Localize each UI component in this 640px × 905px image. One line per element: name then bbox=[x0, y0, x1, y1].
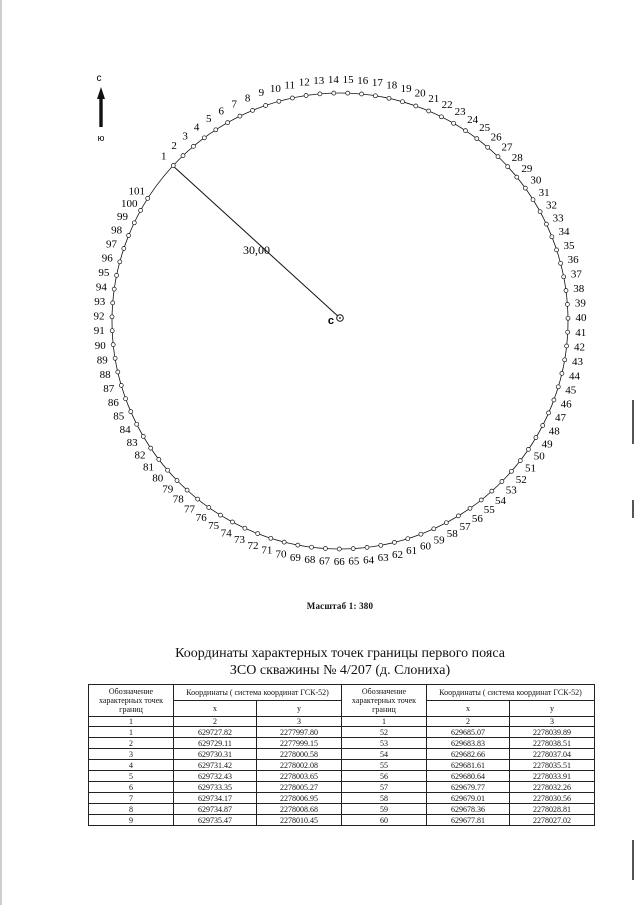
boundary-point-label: 13 bbox=[313, 74, 325, 87]
boundary-point-marker bbox=[207, 506, 211, 510]
boundary-point-marker bbox=[191, 144, 195, 148]
column-index: 1 bbox=[341, 717, 426, 727]
boundary-point-label: 25 bbox=[479, 122, 491, 135]
header-coordinates: Координаты ( система координат ГСК-52) bbox=[427, 685, 595, 701]
boundary-point-marker bbox=[226, 121, 230, 125]
boundary-point-label: 78 bbox=[172, 493, 184, 506]
x-coordinate-cell: 629732.43 bbox=[174, 771, 257, 782]
point-number-cell: 52 bbox=[341, 727, 426, 738]
boundary-point-marker bbox=[360, 92, 364, 96]
boundary-point-marker bbox=[515, 175, 519, 179]
boundary-point-label: 30 bbox=[530, 174, 542, 187]
table-body bbox=[89, 727, 595, 826]
boundary-point-label: 59 bbox=[433, 534, 445, 547]
table-title-line-2: ЗСО скважины № 4/207 (д. Слониха) bbox=[229, 663, 451, 678]
y-coordinate-cell: 2278039.89 bbox=[509, 727, 594, 738]
boundary-point-marker bbox=[518, 459, 522, 463]
x-coordinate-cell: 629734.17 bbox=[174, 793, 257, 804]
boundary-point-marker bbox=[290, 96, 294, 100]
boundary-point-marker bbox=[166, 468, 170, 472]
boundary-point-label: 63 bbox=[377, 552, 389, 565]
boundary-point-label: 20 bbox=[414, 87, 426, 100]
boundary-point-marker bbox=[401, 100, 405, 104]
boundary-point-marker bbox=[181, 154, 185, 158]
boundary-point-marker bbox=[310, 545, 314, 549]
boundary-point-marker bbox=[113, 356, 117, 360]
boundary-point-marker bbox=[552, 398, 556, 402]
y-coordinate-cell: 2278027.02 bbox=[509, 815, 594, 826]
boundary-point-marker bbox=[365, 545, 369, 549]
boundary-point-label: 54 bbox=[495, 494, 506, 507]
boundary-point-marker bbox=[506, 165, 510, 169]
boundary-point-label: 21 bbox=[428, 93, 440, 105]
y-coordinate-cell: 2278005.27 bbox=[256, 782, 341, 793]
boundary-point-marker bbox=[439, 115, 443, 119]
boundary-point-marker bbox=[564, 289, 568, 293]
boundary-point-marker bbox=[456, 514, 460, 518]
boundary-point-marker bbox=[351, 547, 355, 551]
x-coordinate-cell: 629730.31 bbox=[174, 749, 257, 760]
boundary-point-marker bbox=[124, 397, 128, 401]
point-number-cell: 7 bbox=[89, 793, 174, 804]
x-coordinate-cell: 629733.35 bbox=[174, 782, 257, 793]
boundary-point-label: 2 bbox=[171, 140, 177, 153]
column-index: 3 bbox=[509, 717, 594, 727]
x-coordinate-cell: 629734.87 bbox=[174, 804, 257, 815]
north-label: с bbox=[96, 73, 102, 84]
boundary-point-label: 19 bbox=[400, 83, 412, 96]
point-number-cell: 9 bbox=[89, 815, 174, 826]
boundary-point-label: 36 bbox=[567, 254, 579, 266]
y-coordinate-cell: 2278008.68 bbox=[256, 804, 341, 815]
boundary-point-marker bbox=[379, 543, 383, 547]
boundary-point-label: 51 bbox=[525, 462, 536, 475]
boundary-point-label: 27 bbox=[501, 141, 513, 154]
y-coordinate-cell: 2278033.91 bbox=[509, 771, 594, 782]
boundary-point-marker bbox=[427, 109, 431, 113]
boundary-point-label: 68 bbox=[304, 554, 316, 567]
boundary-point-label: 66 bbox=[333, 556, 345, 568]
header-coordinates: Координаты ( система координат ГСК-52) bbox=[174, 685, 342, 701]
x-coordinate-cell: 629678.36 bbox=[427, 804, 510, 815]
boundary-point-label: 92 bbox=[93, 310, 105, 323]
boundary-point-marker bbox=[452, 121, 456, 125]
boundary-point-label: 62 bbox=[392, 549, 403, 561]
boundary-point-label: 10 bbox=[269, 82, 281, 95]
boundary-point-marker bbox=[127, 234, 131, 238]
boundary-point-marker bbox=[218, 513, 222, 517]
boundary-point-label: 8 bbox=[244, 92, 251, 105]
boundary-point-label: 65 bbox=[348, 555, 360, 568]
header-y: y bbox=[509, 701, 594, 717]
boundary-point-label: 42 bbox=[574, 341, 585, 354]
boundary-point-label: 70 bbox=[275, 548, 287, 561]
boundary-point-label: 9 bbox=[258, 87, 265, 100]
boundary-point-marker bbox=[171, 164, 175, 168]
boundary-point-label: 48 bbox=[548, 425, 560, 438]
boundary-point-label: 76 bbox=[195, 512, 207, 525]
boundary-point-label: 69 bbox=[289, 551, 301, 564]
point-number-cell: 57 bbox=[341, 782, 426, 793]
boundary-point-label: 41 bbox=[575, 326, 587, 339]
radius-label: 30,00 bbox=[243, 243, 270, 257]
point-number-cell: 6 bbox=[89, 782, 174, 793]
boundary-point-marker bbox=[559, 261, 563, 265]
boundary-point-label: 100 bbox=[121, 198, 138, 211]
boundary-point-marker bbox=[444, 521, 448, 525]
column-index-row bbox=[89, 717, 595, 727]
x-coordinate-cell: 629681.61 bbox=[427, 760, 510, 771]
boundary-point-label: 96 bbox=[101, 252, 113, 265]
boundary-point-marker bbox=[414, 104, 418, 108]
boundary-point-label: 74 bbox=[220, 527, 232, 540]
point-number-cell: 5 bbox=[89, 771, 174, 782]
boundary-point-marker bbox=[560, 371, 564, 375]
point-number-cell: 60 bbox=[341, 815, 426, 826]
x-coordinate-cell: 629679.01 bbox=[427, 793, 510, 804]
boundary-point-marker bbox=[110, 329, 114, 333]
boundary-point-label: 60 bbox=[420, 540, 431, 553]
boundary-point-marker bbox=[243, 526, 247, 530]
point-number-cell: 1 bbox=[89, 727, 174, 738]
table-row bbox=[89, 727, 595, 738]
boundary-point-label: 24 bbox=[467, 113, 479, 126]
boundary-point-label: 95 bbox=[98, 266, 110, 279]
point-number-cell: 3 bbox=[89, 749, 174, 760]
boundary-point-marker bbox=[406, 537, 410, 541]
table-row bbox=[89, 738, 595, 749]
boundary-point-label: 39 bbox=[574, 297, 586, 310]
boundary-point-marker bbox=[238, 114, 242, 118]
south-label: ю bbox=[97, 133, 105, 143]
boundary-point-marker bbox=[509, 469, 513, 473]
boundary-point-label: 86 bbox=[107, 397, 119, 410]
x-coordinate-cell: 629680.64 bbox=[427, 771, 510, 782]
boundary-point-label: 22 bbox=[441, 99, 453, 112]
boundary-point-label: 16 bbox=[357, 75, 369, 88]
boundary-point-label: 93 bbox=[94, 295, 106, 308]
boundary-point-marker bbox=[149, 446, 153, 450]
boundary-point-marker bbox=[556, 385, 560, 389]
x-coordinate-cell: 629682.66 bbox=[427, 749, 510, 760]
boundary-point-label: 82 bbox=[134, 449, 146, 462]
boundary-point-marker bbox=[464, 129, 468, 133]
boundary-point-label: 18 bbox=[386, 79, 398, 92]
y-coordinate-cell: 2278032.26 bbox=[509, 782, 594, 793]
north-arrow bbox=[97, 73, 106, 143]
boundary-point-label: 44 bbox=[569, 370, 580, 383]
center-dot bbox=[339, 317, 341, 319]
boundary-point-label: 55 bbox=[483, 504, 495, 517]
boundary-point-marker bbox=[119, 383, 123, 387]
boundary-point-marker bbox=[479, 498, 483, 502]
scan-mark bbox=[632, 840, 634, 880]
arrow-shaft bbox=[99, 97, 102, 127]
point-number-cell: 58 bbox=[341, 793, 426, 804]
boundary-point-label: 91 bbox=[93, 325, 105, 338]
boundary-point-label: 88 bbox=[99, 368, 111, 381]
boundary-point-label: 31 bbox=[538, 186, 550, 199]
boundary-point-label: 57 bbox=[459, 521, 471, 533]
boundary-point-label: 87 bbox=[103, 383, 115, 396]
boundary-point-label: 11 bbox=[284, 79, 295, 92]
boundary-point-label: 15 bbox=[342, 74, 354, 87]
boundary-point-marker bbox=[563, 358, 567, 362]
boundary-point-label: 67 bbox=[319, 555, 330, 568]
boundary-point-marker bbox=[526, 447, 530, 451]
boundary-point-label: 53 bbox=[505, 484, 517, 497]
header-y: y bbox=[256, 701, 341, 717]
boundary-point-label: 77 bbox=[184, 503, 195, 516]
boundary-point-marker bbox=[175, 479, 179, 483]
point-number-cell: 54 bbox=[341, 749, 426, 760]
boundary-point-label: 33 bbox=[552, 212, 564, 225]
y-coordinate-cell: 2278006.95 bbox=[256, 793, 341, 804]
boundary-point-marker bbox=[555, 248, 559, 252]
boundary-point-label: 85 bbox=[113, 410, 125, 423]
point-number-cell: 53 bbox=[341, 738, 426, 749]
boundary-point-marker bbox=[129, 410, 133, 414]
boundary-point-label: 1 bbox=[160, 150, 167, 163]
x-coordinate-cell: 629683.83 bbox=[427, 738, 510, 749]
boundary-point-label: 43 bbox=[572, 356, 583, 368]
table-row bbox=[89, 782, 595, 793]
header-point-name: Обозначение характерных точек границ bbox=[341, 685, 426, 717]
boundary-point-marker bbox=[550, 235, 554, 239]
boundary-point-marker bbox=[337, 547, 341, 551]
boundary-point-label: 29 bbox=[521, 162, 533, 175]
header-point-name: Обозначение характерных точек границ bbox=[89, 685, 174, 717]
boundary-point-marker bbox=[256, 532, 260, 536]
boundary-point-marker bbox=[531, 198, 535, 202]
boundary-point-marker bbox=[534, 436, 538, 440]
boundary-point-label: 23 bbox=[454, 106, 466, 119]
boundary-point-marker bbox=[500, 480, 504, 484]
boundary-point-marker bbox=[112, 287, 116, 291]
boundary-point-marker bbox=[332, 91, 336, 95]
boundary-point-marker bbox=[214, 128, 218, 132]
boundary-point-marker bbox=[116, 370, 120, 374]
x-coordinate-cell: 629735.47 bbox=[174, 815, 257, 826]
boundary-point-marker bbox=[496, 155, 500, 159]
boundary-point-marker bbox=[346, 91, 350, 95]
scale-label: Масштаб 1: 380 bbox=[306, 601, 374, 611]
x-coordinate-cell: 629727.82 bbox=[174, 727, 257, 738]
center-label: с bbox=[327, 315, 334, 327]
boundary-point-marker bbox=[110, 315, 114, 319]
x-coordinate-cell: 629677.81 bbox=[427, 815, 510, 826]
boundary-point-marker bbox=[565, 344, 569, 348]
boundary-point-marker bbox=[523, 186, 527, 190]
y-coordinate-cell: 2278000.58 bbox=[256, 749, 341, 760]
boundary-point-marker bbox=[111, 343, 115, 347]
table-title-line-1: Координаты характерных точек границы первого пояса bbox=[175, 646, 505, 661]
boundary-point-marker bbox=[566, 330, 570, 334]
boundary-point-label: 98 bbox=[111, 224, 123, 237]
boundary-point-label: 72 bbox=[247, 539, 259, 552]
boundary-point-marker bbox=[432, 527, 436, 531]
column-index: 2 bbox=[174, 717, 257, 727]
boundary-point-marker bbox=[490, 489, 494, 493]
boundary-point-marker bbox=[132, 221, 136, 225]
boundary-point-marker bbox=[419, 532, 423, 536]
boundary-point-label: 79 bbox=[162, 483, 174, 496]
boundary-point-label: 64 bbox=[363, 554, 375, 567]
boundary-point-label: 38 bbox=[573, 282, 585, 295]
header-x: x bbox=[174, 701, 257, 717]
boundary-point-marker bbox=[392, 540, 396, 544]
boundary-point-label: 71 bbox=[261, 544, 273, 557]
boundary-point-label: 12 bbox=[298, 76, 310, 89]
boundary-point-label: 3 bbox=[182, 130, 188, 143]
boundary-point-marker bbox=[196, 497, 200, 501]
boundary-point-label: 83 bbox=[126, 436, 138, 449]
boundary-point-label: 46 bbox=[560, 398, 572, 411]
boundary-point-label: 81 bbox=[143, 461, 154, 474]
y-coordinate-cell: 2277999.15 bbox=[256, 738, 341, 749]
boundary-point-label: 4 bbox=[193, 121, 200, 134]
y-coordinate-cell: 2277997.80 bbox=[256, 727, 341, 738]
point-number-cell: 55 bbox=[341, 760, 426, 771]
y-coordinate-cell: 2278037.04 bbox=[509, 749, 594, 760]
boundary-point-label: 97 bbox=[106, 238, 117, 251]
boundary-point-label: 17 bbox=[371, 76, 383, 89]
point-number-cell: 59 bbox=[341, 804, 426, 815]
boundary-point-label: 99 bbox=[117, 211, 128, 224]
y-coordinate-cell: 2278010.45 bbox=[256, 815, 341, 826]
boundary-point-label: 34 bbox=[558, 226, 570, 238]
boundary-point-label: 5 bbox=[205, 112, 212, 125]
boundary-point-marker bbox=[282, 540, 286, 544]
column-index: 1 bbox=[89, 717, 174, 727]
boundary-point-label: 35 bbox=[563, 239, 575, 252]
table-row bbox=[89, 760, 595, 771]
point-number-cell: 56 bbox=[341, 771, 426, 782]
header-x: x bbox=[427, 701, 510, 717]
boundary-point-marker bbox=[115, 273, 119, 277]
boundary-point-label: 28 bbox=[511, 151, 523, 164]
x-coordinate-cell: 629679.77 bbox=[427, 782, 510, 793]
table-row bbox=[89, 804, 595, 815]
boundary-point-marker bbox=[202, 136, 206, 140]
boundary-point-marker bbox=[318, 92, 322, 96]
boundary-point-label: 40 bbox=[575, 312, 587, 325]
boundary-point-marker bbox=[111, 301, 115, 305]
boundary-point-marker bbox=[486, 145, 490, 149]
point-number-cell: 4 bbox=[89, 760, 174, 771]
boundary-point-marker bbox=[118, 260, 122, 264]
boundary-point-label: 73 bbox=[234, 534, 245, 546]
table-row bbox=[89, 815, 595, 826]
boundary-point-marker bbox=[264, 104, 268, 108]
y-coordinate-cell: 2278002.08 bbox=[256, 760, 341, 771]
boundary-point-marker bbox=[141, 434, 145, 438]
boundary-point-marker bbox=[251, 108, 255, 112]
boundary-point-marker bbox=[157, 457, 161, 461]
boundary-point-label: 45 bbox=[565, 384, 577, 397]
column-index: 2 bbox=[427, 717, 510, 727]
boundary-point-marker bbox=[547, 411, 551, 415]
boundary-point-marker bbox=[230, 520, 234, 524]
y-coordinate-cell: 2278028.81 bbox=[509, 804, 594, 815]
point-number-cell: 8 bbox=[89, 804, 174, 815]
boundary-point-marker bbox=[565, 302, 569, 306]
boundary-point-marker bbox=[323, 547, 327, 551]
boundary-point-label: 47 bbox=[555, 412, 566, 425]
boundary-point-marker bbox=[387, 96, 391, 100]
boundary-point-marker bbox=[122, 247, 126, 251]
boundary-point-marker bbox=[538, 210, 542, 214]
boundary-point-marker bbox=[269, 536, 273, 540]
boundary-point-marker bbox=[544, 222, 548, 226]
boundary-point-label: 101 bbox=[128, 185, 146, 198]
boundary-point-label: 90 bbox=[94, 339, 106, 352]
y-coordinate-cell: 2278035.51 bbox=[509, 760, 594, 771]
x-coordinate-cell: 629731.42 bbox=[174, 760, 257, 771]
boundary-point-marker bbox=[304, 94, 308, 98]
boundary-point-label: 58 bbox=[446, 528, 458, 541]
boundary-point-marker bbox=[146, 196, 150, 200]
boundary-point-label: 89 bbox=[96, 354, 108, 367]
boundary-point-marker bbox=[277, 99, 281, 103]
boundary-point-marker bbox=[475, 137, 479, 141]
boundary-point-marker bbox=[562, 275, 566, 279]
boundary-point-marker bbox=[185, 488, 189, 492]
boundary-point-label: 37 bbox=[570, 268, 582, 281]
boundary-point-label: 14 bbox=[327, 74, 339, 87]
boundary-point-marker bbox=[468, 506, 472, 510]
radius-line bbox=[172, 165, 340, 318]
boundary-point-marker bbox=[135, 422, 139, 426]
boundary-point-label: 50 bbox=[533, 450, 545, 463]
x-coordinate-cell: 629685.07 bbox=[427, 727, 510, 738]
y-coordinate-cell: 2278038.51 bbox=[509, 738, 594, 749]
table-row bbox=[89, 771, 595, 782]
boundary-point-label: 80 bbox=[152, 472, 164, 485]
boundary-point-label: 56 bbox=[471, 513, 483, 525]
x-coordinate-cell: 629729.11 bbox=[174, 738, 257, 749]
boundary-point-label: 61 bbox=[406, 545, 418, 558]
boundary-point-label: 94 bbox=[95, 281, 107, 294]
y-coordinate-cell: 2278030.56 bbox=[509, 793, 594, 804]
boundary-point-marker bbox=[296, 543, 300, 547]
table-row bbox=[89, 749, 595, 760]
boundary-point-label: 6 bbox=[218, 105, 224, 118]
coordinates-table bbox=[88, 684, 595, 826]
boundary-point-label: 75 bbox=[208, 520, 220, 533]
boundary-point-marker bbox=[541, 424, 545, 428]
column-index: 3 bbox=[256, 717, 341, 727]
y-coordinate-cell: 2278003.65 bbox=[256, 771, 341, 782]
boundary-point-marker bbox=[566, 316, 570, 320]
boundary-point-label: 26 bbox=[490, 131, 502, 144]
boundary-point-marker bbox=[139, 208, 143, 212]
boundary-point-label: 49 bbox=[541, 438, 553, 451]
boundary-point-label: 52 bbox=[515, 473, 527, 486]
boundary-point-label: 84 bbox=[119, 424, 131, 436]
boundary-point-label: 7 bbox=[231, 98, 237, 111]
boundary-point-label: 32 bbox=[546, 199, 557, 212]
point-number-cell: 2 bbox=[89, 738, 174, 749]
boundary-point-marker bbox=[373, 94, 377, 98]
table-row bbox=[89, 793, 595, 804]
